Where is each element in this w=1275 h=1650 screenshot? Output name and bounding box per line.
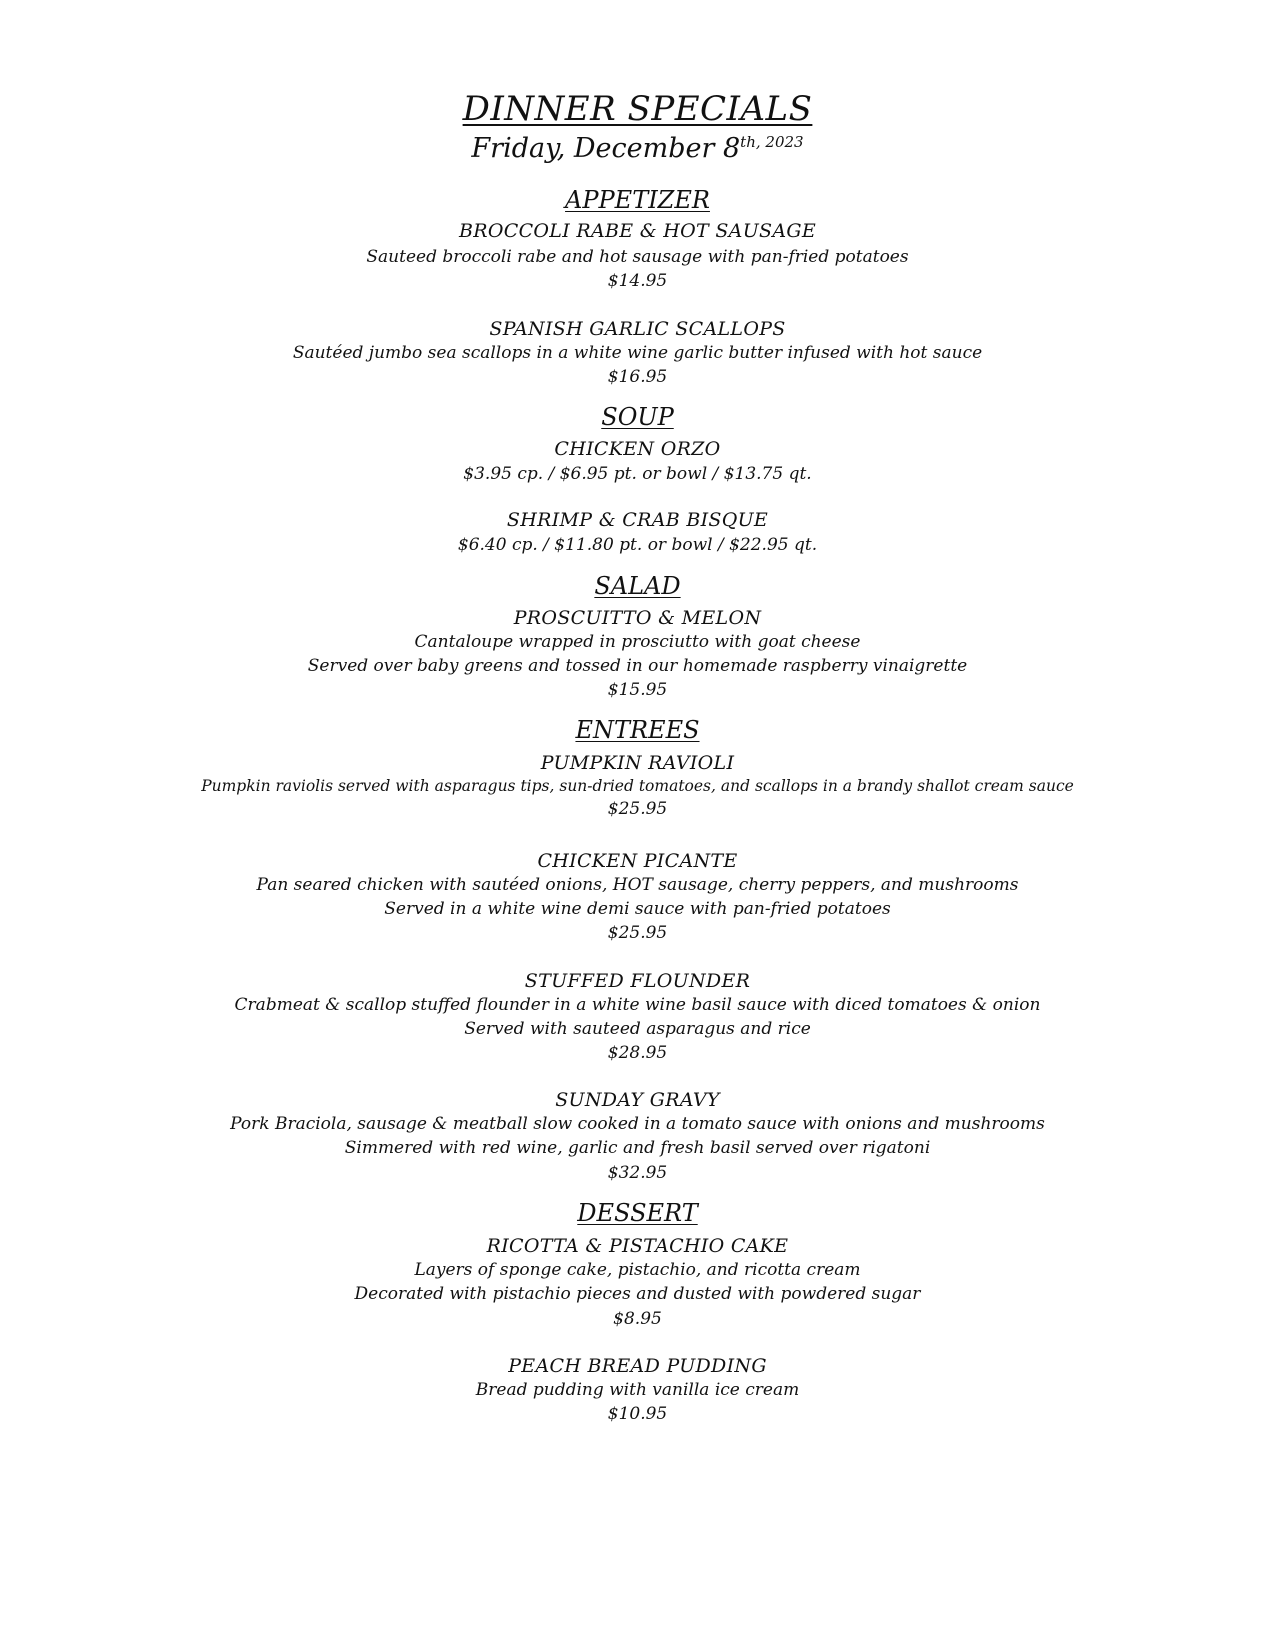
item-name-chicken-orzo: CHICKEN ORZO bbox=[554, 438, 721, 460]
item-name-chicken-picante: CHICKEN PICANTE bbox=[537, 850, 738, 872]
date-suffix: th, 2023 bbox=[740, 133, 804, 151]
section-heading-appetizer: APPETIZER bbox=[565, 186, 710, 214]
item-price-spanish-garlic-scallops: $16.95 bbox=[607, 367, 668, 387]
item-price-proscuitto-melon: $15.95 bbox=[607, 680, 668, 700]
item-price-chicken-picante: $25.95 bbox=[607, 923, 668, 943]
item-desc-broccoli-rabe: Sauteed broccoli rabe and hot sausage with pan-fried potatoes bbox=[366, 247, 909, 267]
item-name-shrimp-crab-bisque: SHRIMP & CRAB BISQUE bbox=[506, 509, 769, 531]
item-price-chicken-orzo: $3.95 cp. / $6.95 pt. or bowl / $13.75 qt. bbox=[463, 464, 812, 484]
item-desc-proscuitto-melon-2: Served over baby greens and tossed in our homemade raspberry vinaigrette bbox=[307, 656, 968, 676]
item-desc-proscuitto-melon-1: Cantaloupe wrapped in prosciutto with goat cheese bbox=[414, 632, 861, 652]
section-heading-entrees: ENTREES bbox=[575, 716, 700, 744]
section-heading-dessert: DESSERT bbox=[577, 1199, 698, 1227]
item-price-sunday-gravy: $32.95 bbox=[607, 1163, 668, 1183]
item-name-proscuitto-melon: PROSCUITTO & MELON bbox=[513, 607, 762, 629]
item-desc-peach-bread-pudding: Bread pudding with vanilla ice cream bbox=[475, 1380, 800, 1400]
section-heading-soup: SOUP bbox=[601, 403, 674, 431]
item-name-stuffed-flounder: STUFFED FLOUNDER bbox=[524, 970, 751, 992]
item-desc-stuffed-flounder-2: Served with sauteed asparagus and rice bbox=[464, 1019, 811, 1039]
item-desc-ricotta-pistachio-cake-2: Decorated with pistachio pieces and dusted with powdered sugar bbox=[354, 1284, 921, 1304]
item-desc-stuffed-flounder-1: Crabmeat & scallop stuffed flounder in a white wine basil sauce with diced tomatoes & onion bbox=[234, 995, 1041, 1015]
item-name-ricotta-pistachio-cake: RICOTTA & PISTACHIO CAKE bbox=[486, 1235, 789, 1257]
item-price-ricotta-pistachio-cake: $8.95 bbox=[613, 1309, 662, 1329]
item-desc-spanish-garlic-scallops: Sautéed jumbo sea scallops in a white wine garlic butter infused with hot sauce bbox=[292, 343, 983, 363]
item-price-shrimp-crab-bisque: $6.40 cp. / $11.80 pt. or bowl / $22.95 qt. bbox=[457, 535, 818, 555]
item-desc-chicken-picante-2: Served in a white wine demi sauce with pan-fried potatoes bbox=[384, 899, 891, 919]
date-main: Friday, December 8 bbox=[471, 133, 741, 164]
item-desc-sunday-gravy-2: Simmered with red wine, garlic and fresh basil served over rigatoni bbox=[344, 1138, 931, 1158]
item-name-sunday-gravy: SUNDAY GRAVY bbox=[555, 1089, 720, 1111]
item-desc-sunday-gravy-1: Pork Braciola, sausage & meatball slow cooked in a tomato sauce with onions and mushrooms bbox=[230, 1114, 1045, 1134]
item-price-broccoli-rabe: $14.95 bbox=[607, 271, 668, 291]
section-heading-salad: SALAD bbox=[594, 572, 681, 600]
item-price-pumpkin-ravioli: $25.95 bbox=[607, 799, 668, 819]
item-name-peach-bread-pudding: PEACH BREAD PUDDING bbox=[508, 1355, 767, 1377]
item-desc-ricotta-pistachio-cake-1: Layers of sponge cake, pistachio, and ricotta cream bbox=[414, 1260, 861, 1280]
item-desc-pumpkin-ravioli: Pumpkin raviolis served with asparagus tips, sun-dried tomatoes, and scallops in a brandy shallot cream sauce bbox=[201, 777, 1074, 795]
menu-date bbox=[0, 135, 1275, 162]
item-name-spanish-garlic-scallops: SPANISH GARLIC SCALLOPS bbox=[489, 318, 786, 340]
item-desc-chicken-picante-1: Pan seared chicken with sautéed onions, HOT sausage, cherry peppers, and mushrooms bbox=[256, 875, 1019, 895]
item-price-stuffed-flounder: $28.95 bbox=[607, 1043, 668, 1063]
page-title: DINNER SPECIALS bbox=[462, 89, 813, 129]
item-name-pumpkin-ravioli: PUMPKIN RAVIOLI bbox=[540, 752, 735, 774]
item-price-peach-bread-pudding: $10.95 bbox=[607, 1404, 668, 1424]
item-name-broccoli-rabe: BROCCOLI RABE & HOT SAUSAGE bbox=[458, 220, 816, 242]
